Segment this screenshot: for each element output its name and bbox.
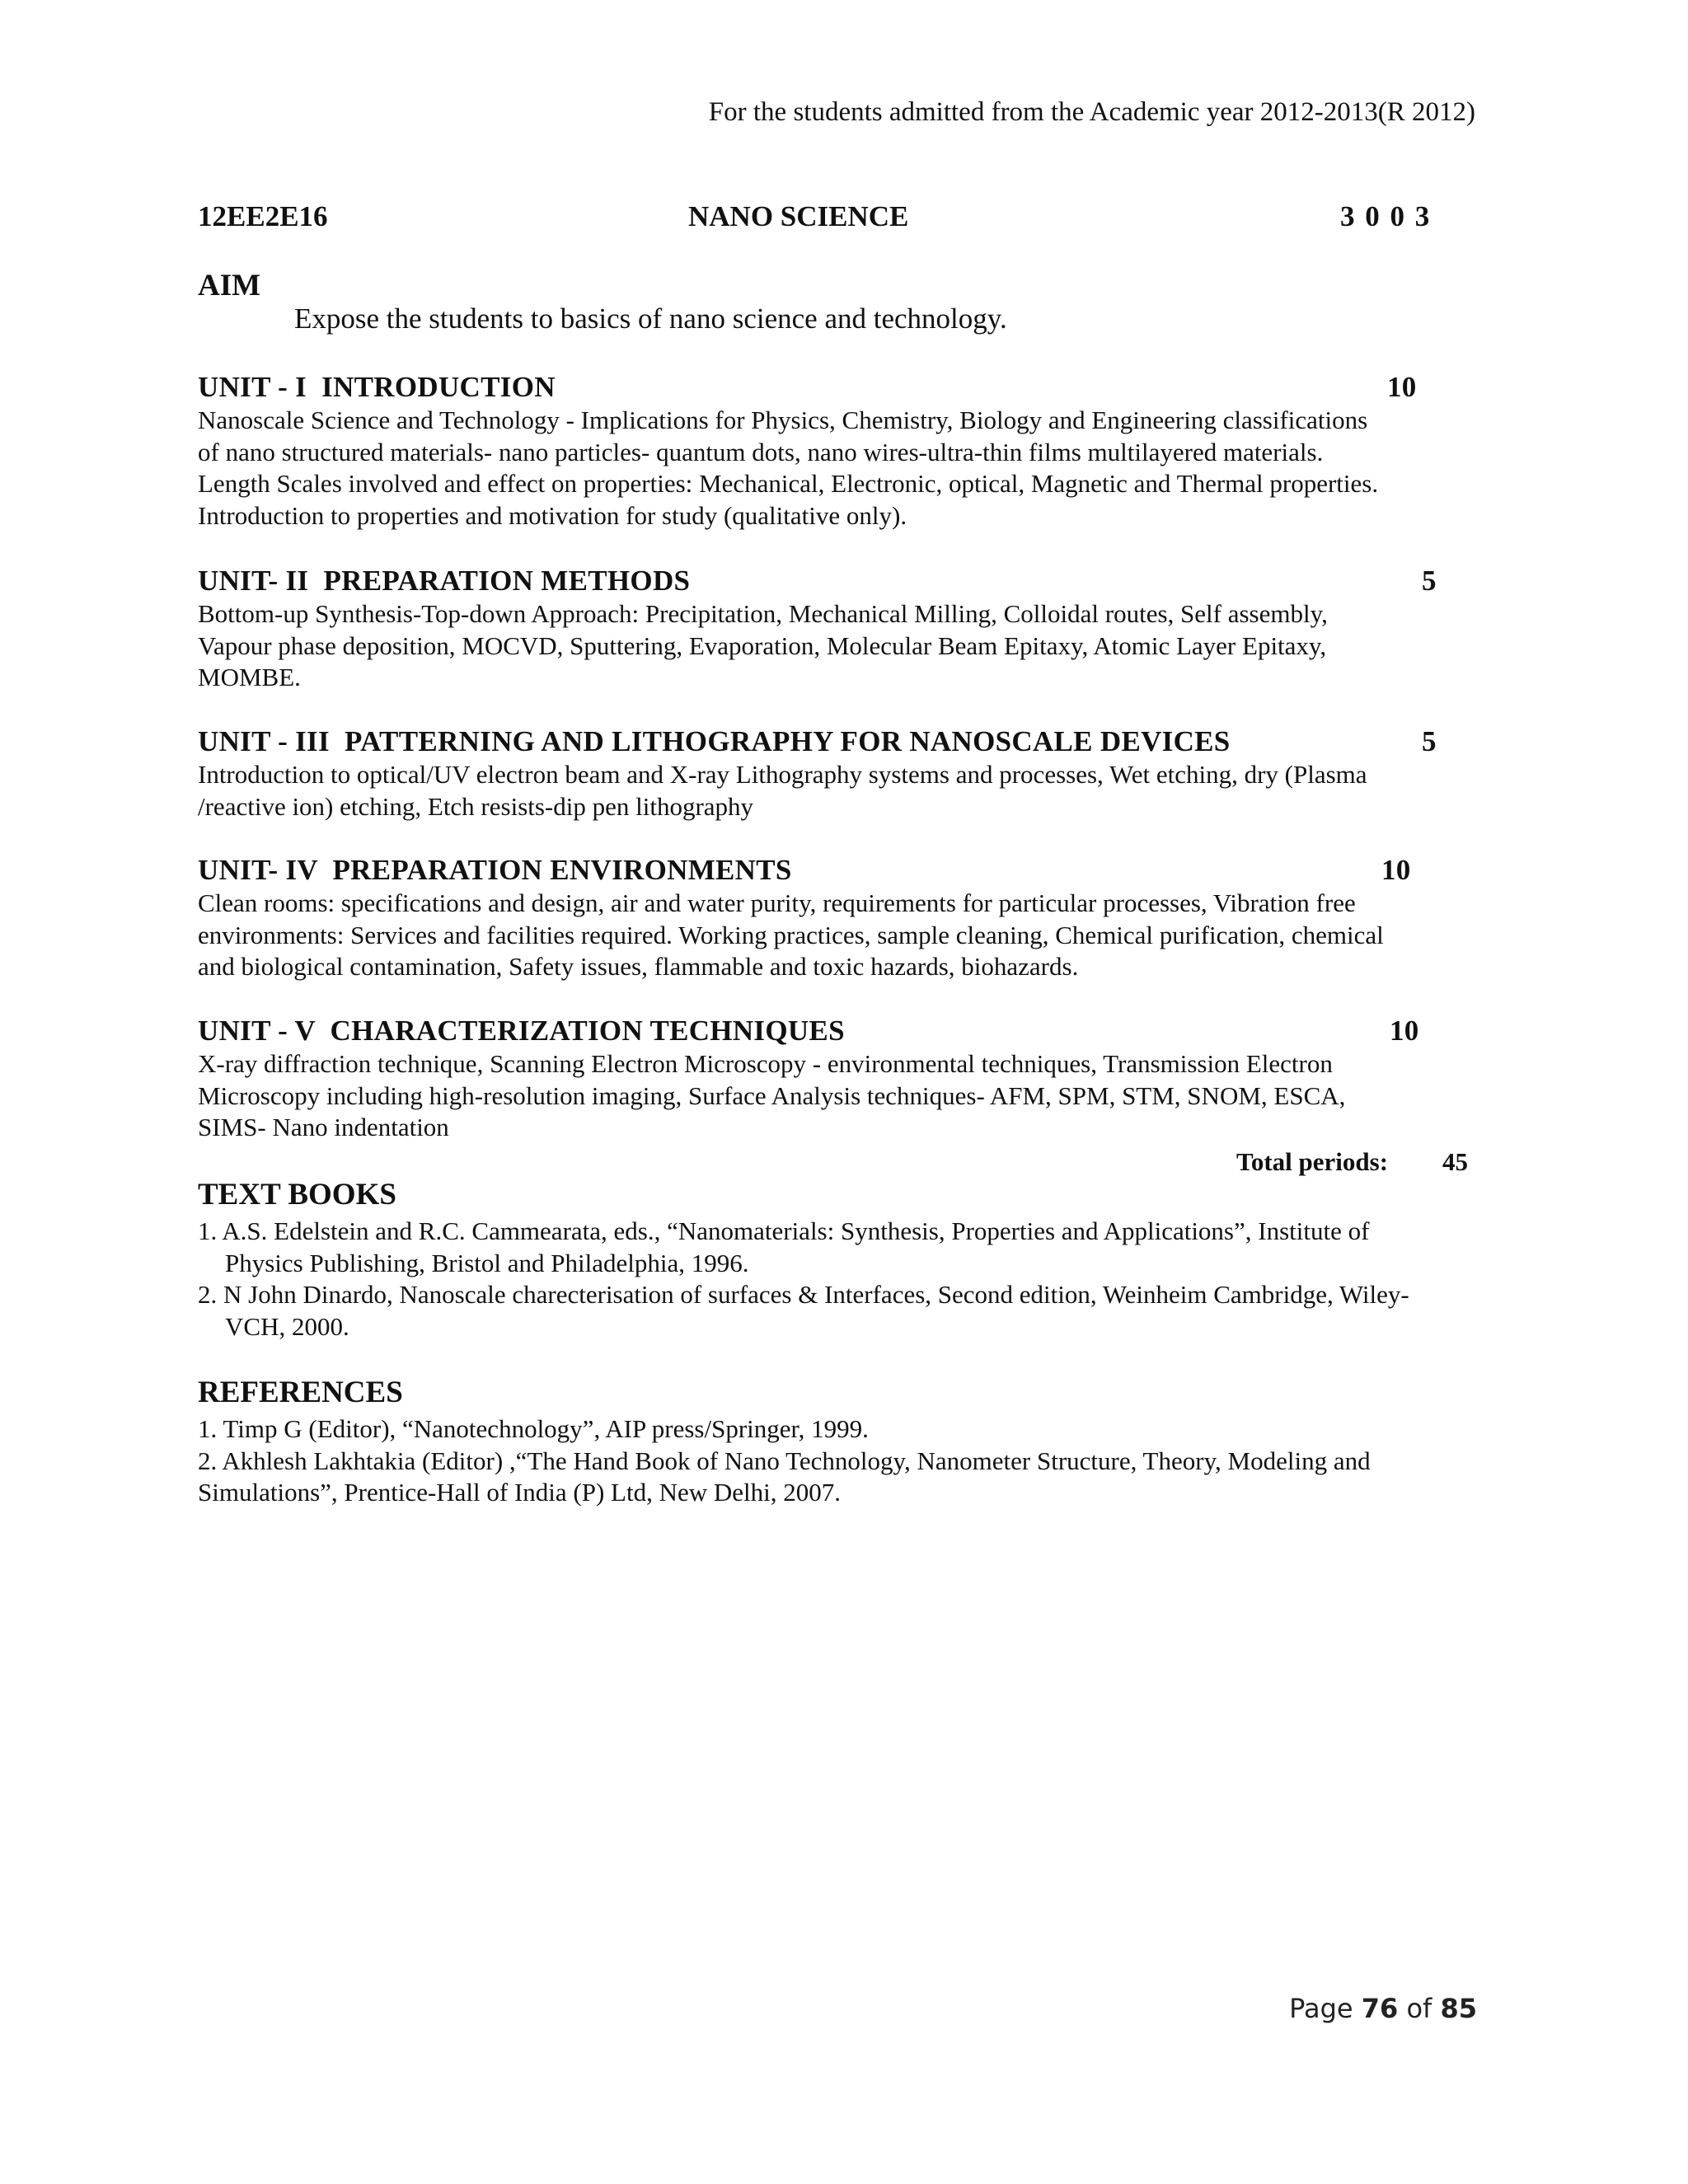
unit-4 xyxy=(198,854,1475,983)
page-total: 85 xyxy=(1440,1993,1477,2024)
course-code: 12EE2E16 xyxy=(198,200,328,232)
unit-heading xyxy=(198,854,1475,890)
description-line: Microscopy including high-resolution imaging, Surface Analysis techniques- AFM, SPM, STM, SNOM, ESCA, xyxy=(198,1080,1346,1110)
reference-item: 1. Timp G (Editor), “Nanotechnology”, AIP press/Springer, 1999. xyxy=(198,1414,869,1443)
description-line: of nano structured materials- nano particles- quantum dots, nano wires-ultra-thin films multilayered materials. xyxy=(198,437,1324,466)
text-book-item: 1. A.S. Edelstein and R.C. Cammearata, eds., “Nanomaterials: Synthesis, Properties and Applications”, Institute of Physics Publishing, Bristol and Philadelphia, 1996. xyxy=(198,1216,1370,1277)
references-list xyxy=(198,1413,1484,1509)
unit-3 xyxy=(198,725,1475,823)
description-line: SIMS- Nano indentation xyxy=(198,1113,449,1141)
text-books-list xyxy=(198,1216,1442,1343)
unit-description xyxy=(198,1048,1475,1144)
reference-item: 2. Akhlesh Lakhtakia (Editor) ,“The Hand Book of Nano Technology, Nanometer Structure, Theory, Modeling and Simulations”, Prentice-Hall of India (P) Ltd, New Delhi, 2007. xyxy=(198,1446,1371,1507)
description-line: X-ray diffraction technique, Scanning Electron Microscopy - environmental techniques, Transmission Electron xyxy=(198,1049,1333,1078)
unit-2 xyxy=(198,565,1475,694)
page-of-label: of xyxy=(1406,1993,1432,2024)
unit-title: UNIT - V CHARACTERIZATION TECHNIQUES xyxy=(198,1015,845,1047)
unit-title: UNIT - III PATTERNING AND LITHOGRAPHY FOR NANOSCALE DEVICES xyxy=(198,725,1231,757)
page-number: 76 xyxy=(1361,1993,1399,2024)
unit-5 xyxy=(198,1015,1475,1144)
description-line: /reactive ion) etching, Etch resists-dip pen lithography xyxy=(198,791,754,821)
unit-description xyxy=(198,759,1475,823)
description-line: Vapour phase deposition, MOCVD, Sputtering, Evaporation, Molecular Beam Epitaxy, Atomic Layer Epitaxy, xyxy=(198,630,1327,660)
text-books-heading: TEXT BOOKS xyxy=(198,1178,396,1212)
course-header xyxy=(198,200,1434,237)
unit-hours: 5 xyxy=(1422,725,1437,757)
aim-text: Expose the students to basics of nano science and technology. xyxy=(294,302,1007,335)
description-line: Bottom-up Synthesis-Top-down Approach: Precipitation, Mechanical Milling, Colloidal routes, Self assembly, xyxy=(198,599,1328,628)
admission-note: For the students admitted from the Academic year 2012-2013(R 2012) xyxy=(708,97,1475,127)
unit-hours: 10 xyxy=(1381,854,1411,886)
unit-title: UNIT - I INTRODUCTION xyxy=(198,371,556,403)
description-line: Clean rooms: specifications and design, air and water purity, requirements for particular processes, Vibration free xyxy=(198,888,1356,917)
description-line: Introduction to properties and motivation for study (qualitative only). xyxy=(198,500,907,530)
total-periods-label: Total periods: xyxy=(1236,1147,1389,1176)
page-footer xyxy=(1289,1993,1477,2024)
course-credits: 3 0 0 3 xyxy=(1340,200,1430,232)
unit-description xyxy=(198,405,1475,532)
unit-title: UNIT- IV PREPARATION ENVIRONMENTS xyxy=(198,854,792,886)
description-line: Length Scales involved and effect on properties: Mechanical, Electronic, optical, Magnetic and Thermal properties. xyxy=(198,469,1379,498)
unit-title: UNIT- II PREPARATION METHODS xyxy=(198,565,691,597)
description-line: Introduction to optical/UV electron beam and X-ray Lithography systems and processes, Wet etching, dry (Plasma xyxy=(198,760,1367,789)
unit-description xyxy=(198,598,1475,694)
unit-hours: 10 xyxy=(1390,1015,1419,1047)
unit-1 xyxy=(198,371,1475,532)
unit-heading xyxy=(198,371,1475,407)
description-line: and biological contamination, Safety issues, flammable and toxic hazards, biohazards. xyxy=(198,952,1079,981)
unit-description xyxy=(198,888,1475,983)
page-label: Page xyxy=(1289,1993,1353,2024)
total-periods-value: 45 xyxy=(1442,1147,1468,1176)
description-line: Nanoscale Science and Technology - Implications for Physics, Chemistry, Biology and Engineering classifications xyxy=(198,405,1368,434)
unit-hours: 5 xyxy=(1422,565,1437,597)
unit-heading xyxy=(198,565,1475,601)
unit-heading xyxy=(198,725,1475,762)
text-book-item: 2. N John Dinardo, Nanoscale charecterisation of surfaces & Interfaces, Second edition, Weinheim Cambridge, Wiley-VCH, 2000. xyxy=(198,1280,1409,1341)
course-title: NANO SCIENCE xyxy=(688,200,909,232)
total-periods xyxy=(1236,1147,1468,1177)
unit-heading xyxy=(198,1015,1475,1051)
description-line: MOMBE. xyxy=(198,663,301,691)
description-line: environments: Services and facilities required. Working practices, sample cleaning, Chemical purification, chemical xyxy=(198,920,1384,949)
aim-heading: AIM xyxy=(198,269,261,302)
unit-hours: 10 xyxy=(1387,371,1417,403)
references-heading: REFERENCES xyxy=(198,1376,403,1409)
